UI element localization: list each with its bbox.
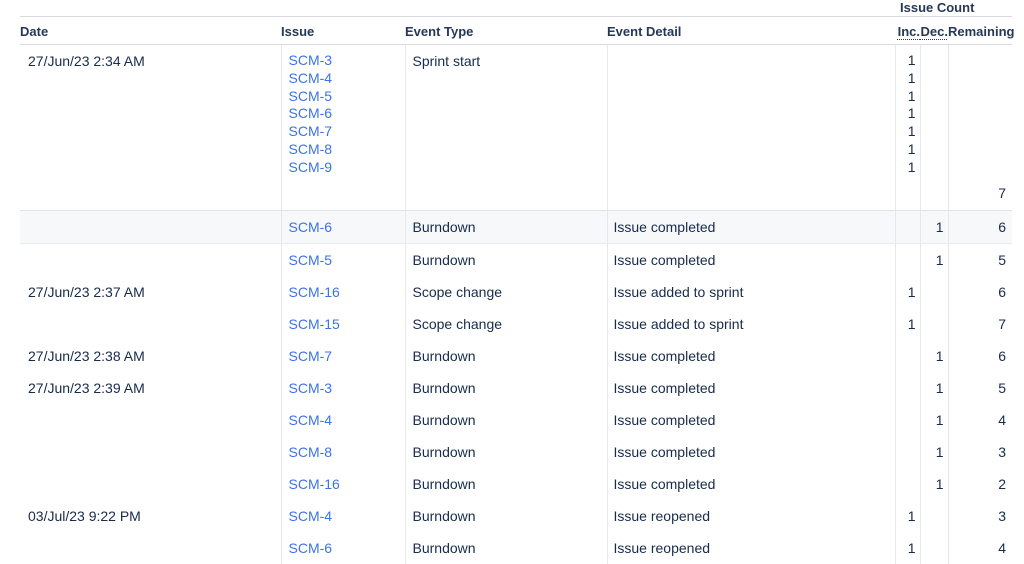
event-row: [20, 404, 1012, 436]
date-cell: [20, 468, 281, 500]
issue-key-link[interactable]: SCM-9: [289, 159, 405, 177]
dec-cell: [920, 276, 948, 308]
dec-cell: [920, 532, 948, 564]
date-cell: 27/Jun/23 2:39 AM: [20, 372, 281, 404]
inc-count: 1: [896, 141, 916, 159]
remaining-cell: 3: [948, 500, 1012, 532]
issue-cell: [281, 404, 405, 436]
issue-key-link[interactable]: SCM-6: [289, 219, 333, 235]
dec-cell: 1: [920, 372, 948, 404]
event-type-cell: Burndown: [405, 532, 607, 564]
issue-key-link[interactable]: SCM-6: [289, 540, 333, 556]
remaining-cell: 5: [948, 372, 1012, 404]
sprint-start-remaining-cell: 7: [948, 45, 1012, 211]
event-type-cell: Burndown: [405, 436, 607, 468]
date-cell: [20, 532, 281, 564]
issue-key-link[interactable]: SCM-4: [289, 412, 333, 428]
date-cell: [20, 436, 281, 468]
inc-count: 1: [896, 88, 916, 106]
event-row: [20, 276, 1012, 308]
inc-cell: 1: [895, 308, 920, 340]
column-header-event-type: Event Type: [405, 17, 607, 45]
event-detail-cell: Issue reopened: [607, 500, 895, 532]
remaining-cell: 6: [948, 340, 1012, 372]
date-cell: 27/Jun/23 2:37 AM: [20, 276, 281, 308]
date-cell: [20, 308, 281, 340]
dec-tooltip-label[interactable]: Dec.: [921, 24, 948, 39]
dec-cell: [920, 500, 948, 532]
dec-cell: 1: [920, 211, 948, 244]
event-type-cell: Scope change: [405, 308, 607, 340]
inc-cell: [895, 468, 920, 500]
inc-count: 1: [896, 123, 916, 141]
issue-key-link[interactable]: SCM-5: [289, 88, 405, 106]
inc-cell: [895, 211, 920, 244]
issue-key-link[interactable]: SCM-4: [289, 508, 333, 524]
event-type-cell: Burndown: [405, 404, 607, 436]
date-cell: [20, 244, 281, 277]
sprint-start-event-detail-cell: [607, 45, 895, 211]
inc-tooltip-label[interactable]: Inc.: [898, 24, 920, 39]
event-row: [20, 468, 1012, 500]
event-row: [20, 372, 1012, 404]
issue-key-link[interactable]: SCM-8: [289, 444, 333, 460]
dec-cell: 1: [920, 340, 948, 372]
issue-key-link[interactable]: SCM-4: [289, 70, 405, 88]
dec-cell: [920, 308, 948, 340]
event-row: [20, 500, 1012, 532]
event-row: [20, 436, 1012, 468]
event-type-cell: Burndown: [405, 211, 607, 244]
dec-cell: 1: [920, 436, 948, 468]
issue-key-link[interactable]: SCM-3: [289, 52, 405, 70]
issue-key-link[interactable]: SCM-3: [289, 380, 333, 396]
inc-cell: [895, 404, 920, 436]
issue-key-link[interactable]: SCM-7: [289, 348, 333, 364]
issue-key-link[interactable]: SCM-16: [289, 284, 340, 300]
sprint-start-group-row: [20, 45, 1012, 211]
event-detail-cell: Issue completed: [607, 244, 895, 277]
event-type-cell: Burndown: [405, 468, 607, 500]
event-detail-cell: Issue completed: [607, 404, 895, 436]
dec-cell: 1: [920, 404, 948, 436]
event-row: [20, 244, 1012, 277]
inc-cell: [895, 244, 920, 277]
issue-key-link[interactable]: SCM-5: [289, 252, 333, 268]
event-detail-cell: Issue added to sprint: [607, 276, 895, 308]
sprint-start-issues-cell: [281, 45, 405, 211]
issue-key-link[interactable]: SCM-8: [289, 141, 405, 159]
remaining-cell: 2: [948, 468, 1012, 500]
issue-cell: [281, 436, 405, 468]
issue-cell: [281, 372, 405, 404]
date-cell: [20, 211, 281, 244]
issue-cell: [281, 276, 405, 308]
remaining-cell: 4: [948, 404, 1012, 436]
issue-cell: [281, 468, 405, 500]
issue-key-link[interactable]: SCM-16: [289, 476, 340, 492]
sprint-start-event-type-cell: Sprint start: [405, 45, 607, 211]
column-header-date: Date: [20, 17, 281, 45]
issue-key-link[interactable]: SCM-7: [289, 123, 405, 141]
column-header-inc[interactable]: [895, 17, 920, 45]
event-type-cell: Burndown: [405, 244, 607, 277]
sprint-start-dec-cell: [920, 45, 948, 211]
table-body: [20, 45, 1012, 564]
issue-count-group-header: Issue Count: [900, 0, 953, 17]
date-cell: 03/Jul/23 9:22 PM: [20, 500, 281, 532]
event-row: [20, 211, 1012, 244]
issue-key-link[interactable]: SCM-15: [289, 316, 340, 332]
remaining-cell: 7: [948, 308, 1012, 340]
remaining-cell: 5: [948, 244, 1012, 277]
event-row: [20, 308, 1012, 340]
inc-cell: [895, 340, 920, 372]
event-type-cell: Scope change: [405, 276, 607, 308]
inc-cell: 1: [895, 276, 920, 308]
remaining-cell: 6: [948, 211, 1012, 244]
issue-cell: [281, 244, 405, 277]
issue-link-stack: [282, 45, 405, 177]
table-header: [20, 0, 1012, 45]
inc-cell: 1: [895, 532, 920, 564]
event-detail-cell: Issue completed: [607, 372, 895, 404]
inc-count: 1: [896, 159, 916, 177]
event-row: [20, 340, 1012, 372]
issue-cell: [281, 211, 405, 244]
issue-cell: [281, 308, 405, 340]
remaining-cell: 4: [948, 532, 1012, 564]
inc-count: 1: [896, 105, 916, 123]
event-type-cell: Burndown: [405, 500, 607, 532]
date-cell: [20, 404, 281, 436]
dec-cell: 1: [920, 244, 948, 277]
event-type-cell: Burndown: [405, 372, 607, 404]
event-detail-cell: Issue completed: [607, 468, 895, 500]
issue-count-group-header-row: [20, 0, 1012, 17]
event-detail-cell: Issue added to sprint: [607, 308, 895, 340]
dec-cell: 1: [920, 468, 948, 500]
remaining-cell: 3: [948, 436, 1012, 468]
burndown-report-table-wrap: [20, 0, 1012, 564]
event-type-cell: Burndown: [405, 340, 607, 372]
column-header-remaining: Remaining: [948, 17, 1012, 45]
date-cell: 27/Jun/23 2:38 AM: [20, 340, 281, 372]
column-header-event-detail: Event Detail: [607, 17, 895, 45]
remaining-cell: 6: [948, 276, 1012, 308]
inc-count-stack: [896, 45, 920, 177]
issue-cell: [281, 500, 405, 532]
event-detail-cell: Issue completed: [607, 340, 895, 372]
inc-count: 1: [896, 70, 916, 88]
event-detail-cell: Issue reopened: [607, 532, 895, 564]
issue-cell: [281, 532, 405, 564]
event-detail-cell: Issue completed: [607, 436, 895, 468]
event-row: [20, 532, 1012, 564]
event-detail-cell: Issue completed: [607, 211, 895, 244]
sprint-start-date-cell: 27/Jun/23 2:34 AM: [20, 45, 281, 211]
inc-cell: [895, 436, 920, 468]
issue-cell: [281, 340, 405, 372]
inc-cell: [895, 372, 920, 404]
column-header-dec[interactable]: [920, 17, 948, 45]
inc-count: 1: [896, 52, 916, 70]
sprint-start-inc-cell: [895, 45, 920, 211]
column-header-row: [20, 17, 1012, 45]
column-header-issue: Issue: [281, 17, 405, 45]
issue-key-link[interactable]: SCM-6: [289, 105, 405, 123]
group-header-spacer: [20, 0, 895, 17]
sprint-events-table: [20, 0, 1012, 564]
inc-cell: 1: [895, 500, 920, 532]
